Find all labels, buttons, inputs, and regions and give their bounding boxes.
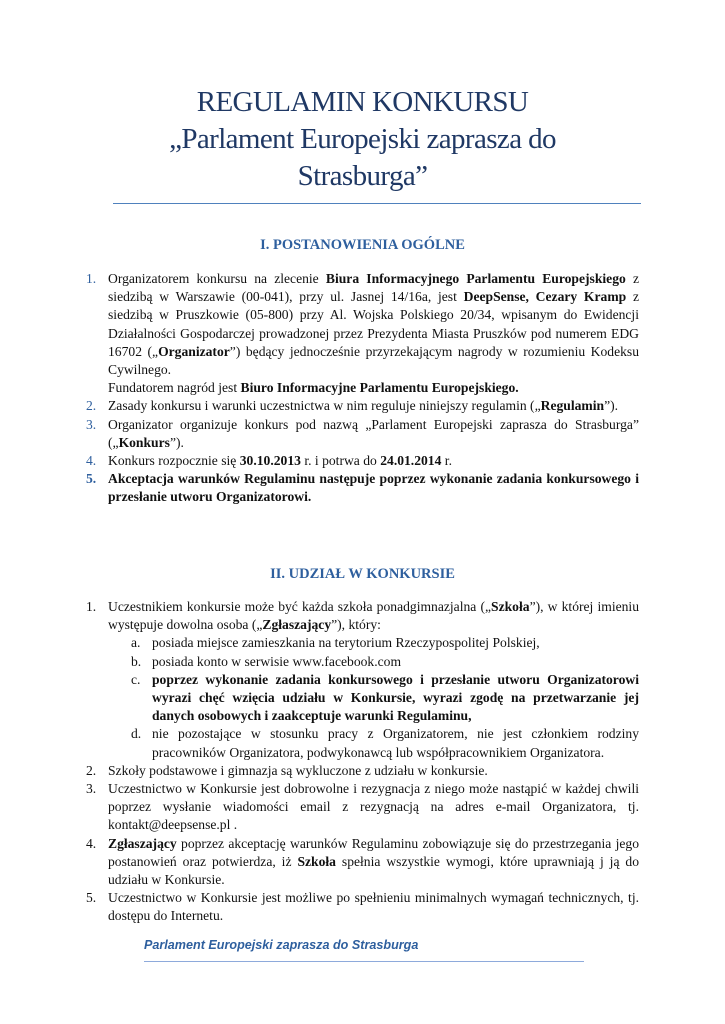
list-item [0, 397, 725, 415]
item-bold-text: Szkoła [491, 599, 530, 614]
item-bold-text: DeepSense, Cezary Kramp [463, 289, 627, 305]
item-text: ”). [169, 434, 184, 450]
item-text: Konkurs rozpocznie się [108, 453, 240, 469]
item-bold-text: Zgłaszający [108, 835, 177, 851]
sub-item-text: nie pozostające w stosunku pracy z Organizatorem, nie jest członkiem rodziny pracowników Organizatora, podwykonawcą lub współpracownikiem Organizatora. [152, 726, 639, 760]
sub-list-item [0, 634, 725, 652]
sub-list-item [0, 653, 725, 671]
item-number: 2. [86, 762, 97, 778]
item-bold-text: Szkoła [297, 853, 336, 869]
item-bold-text: Regulamin [540, 398, 605, 414]
item-bold-text: Konkurs [118, 434, 170, 450]
section-1-heading: I. POSTANOWIENIA OGÓLNE [260, 237, 465, 253]
section-2-list [0, 598, 725, 926]
item-text: ”) będący jednocześnie przyrzekającym nagrody w rozumieniu Kodeksu Cywilnego. [108, 343, 639, 378]
title-divider [113, 203, 641, 204]
list-item [0, 270, 725, 397]
item-number: 5. [86, 890, 97, 906]
item-text: z siedzibą w Pruszkowie (05-800) przy Al. Wojska Polskiego 20/34, wpisanym do Ewidencji Działalności Gospodarczej prowadzonej przez Prezydenta Miasta Pruszków pod numerem EDG 16702 („ [108, 289, 639, 359]
sub-item-text: poprzez wykonanie zadania konkursowego i przesłanie utworu Organizatorowi wyrazi chęć wzięcia udziału w Konkursie, wyrazi zgodę na przetwarzanie jej danych osobowych i zaakceptuje warunki Regulaminu, [152, 671, 639, 724]
list-item [0, 452, 725, 470]
list-item [0, 889, 725, 925]
item-text: ”), który: [331, 617, 381, 633]
list-item [0, 835, 725, 890]
item-number: 3. [86, 781, 97, 797]
item-bold-text: Biuro Informacyjne Parlamentu Europejskiego. [240, 380, 519, 396]
item-text: Organizatorem konkursu na zlecenie [108, 271, 326, 286]
item-text: Fundatorem nagród jest [108, 380, 241, 396]
item-text: r. [441, 453, 452, 469]
item-text: ”). [604, 398, 619, 414]
section-2-heading: II. UDZIAŁ W KONKURSIE [270, 566, 455, 582]
item-number: 4. [86, 835, 97, 851]
item-bold-text: Organizator [158, 343, 230, 359]
item-text: Organizator organizuje konkurs pod nazwą „Parlament Europejski zaprasza do Strasburga” („ [108, 416, 639, 450]
item-bold-text: 24.01.2014 [380, 453, 442, 469]
item-number: 5. [86, 471, 97, 487]
sub-item-letter: d. [131, 726, 142, 742]
item-bold-text: Zgłaszający [262, 617, 332, 633]
sub-item-letter: c. [131, 671, 141, 687]
item-number: 1. [86, 599, 97, 614]
list-item [0, 598, 725, 634]
sub-list-item [0, 725, 725, 761]
list-item [0, 470, 725, 506]
sub-item-letter: b. [131, 653, 142, 669]
item-number: 2. [86, 398, 97, 414]
title-line-3: Strasburga” [297, 160, 428, 192]
item-text: Uczestnictwo w Konkursie jest możliwe po spełnieniu minimalnych wymagań technicznych, tj. dostępu do Internetu. [108, 890, 639, 924]
sub-list-item [0, 671, 725, 726]
sub-item-letter: a. [131, 635, 141, 651]
item-bold-text: Akceptacja warunków Regulaminu następuje poprzez wykonanie zadania konkursowego i przesłanie utworu Organizatorowi. [108, 471, 639, 505]
section-1-list [0, 270, 725, 507]
item-number: 1. [86, 271, 97, 286]
item-text: ”), w której imieniu występuje dowolna osoba („ [108, 599, 639, 633]
item-continuation [108, 379, 639, 397]
item-text: z siedzibą w Warszawie (00-041), przy ul. Jasnej 14/16a, jest [108, 271, 639, 305]
document-title [100, 84, 625, 195]
item-text: Uczestnictwo w Konkursie jest dobrowolne i rezygnacja z niego może nastąpić w każdej chwili poprzez wysłanie wiadomości email z rezygnacją na adres e-mail Organizatora, tj. kontakt@deepsense.pl . [108, 781, 639, 833]
item-text: poprzez akceptację warunków Regulaminu zobowiązuje się do przestrzegania jego postanowień oraz potwierdza, iż [108, 835, 639, 869]
item-number: 3. [86, 416, 97, 432]
item-number: 4. [86, 453, 97, 469]
list-item [0, 416, 725, 452]
item-text: Szkoły podstawowe i gimnazja są wykluczone z udziału w konkursie. [108, 762, 488, 778]
sub-item-text: posiada miejsce zamieszkania na terytorium Rzeczypospolitej Polskiej, [152, 635, 540, 651]
title-line-1: REGULAMIN KONKURSU [196, 86, 529, 118]
list-item [0, 762, 725, 780]
footer-divider [144, 961, 584, 962]
sub-item-text: posiada konto w serwisie www.facebook.com [152, 653, 402, 669]
item-text: Zasady konkursu i warunki uczestnictwa w nim reguluje niniejszy regulamin („ [108, 398, 541, 414]
item-bold-text: Biura Informacyjnego Parlamentu Europejskiego [325, 271, 626, 286]
item-bold-text: 30.10.2013 [239, 453, 301, 469]
footer-title: Parlament Europejski zaprasza do Strasburga [144, 938, 419, 952]
item-text: Uczestnikiem konkursie może być każda szkoła ponadgimnazjalna („ [108, 599, 492, 614]
list-item [0, 780, 725, 835]
item-text: r. i potrwa do [300, 453, 381, 469]
title-line-2: „Parlament Europejski zaprasza do [169, 123, 556, 155]
item-text: spełnia wszystkie wymogi, które uprawniają j ją do udziału w Konkursie. [108, 853, 640, 888]
